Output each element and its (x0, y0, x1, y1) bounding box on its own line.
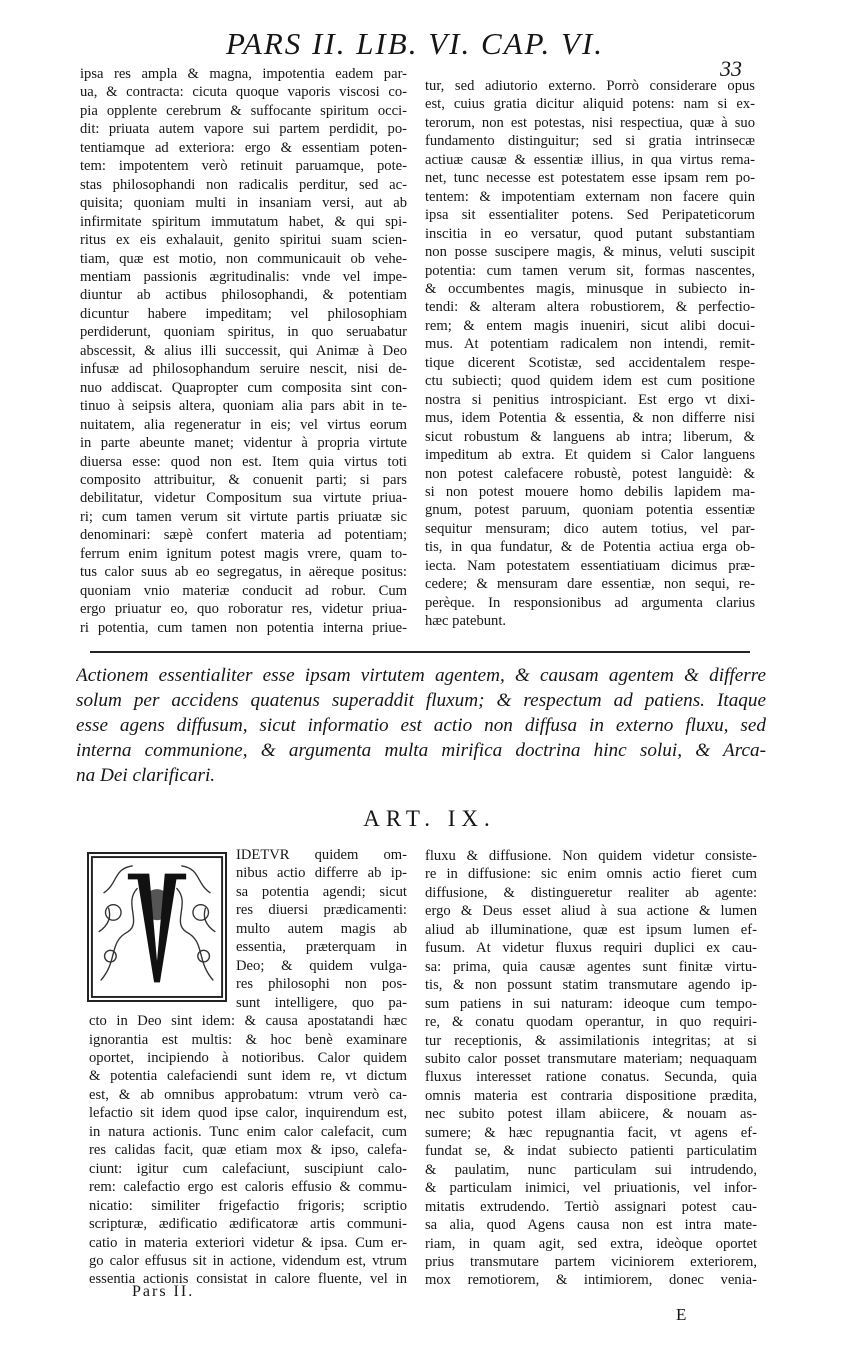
text-line: diuntur ab actibus philosophandi, & potentiam (80, 287, 407, 304)
text-line: subito calor posset transmutare materiam; nequaquam (425, 1050, 757, 1067)
text-line: diuersa esse: quod non est. Item quia virtus toti (80, 453, 407, 470)
text-line: infusæ ad philosophandum seruire nescit, nisi de- (80, 361, 407, 378)
text-line: tem: impotentem verò retinuit paruamque, pote- (80, 158, 407, 175)
text-line: ritus ex eis exhalauit, genito spiritui suam scien- (80, 232, 407, 249)
text-line: perdiderunt, quoniam spiritus, in quo seruabatur (80, 324, 407, 341)
text-line: Actionem essentialiter esse ipsam virtutem agentem, & causam agentem & differre (76, 665, 766, 686)
section-divider-rule (90, 651, 750, 653)
text-line: in natura actionis. Tunc enim calor calefacit, cum (89, 1123, 407, 1140)
text-line: cedere; & mensuram dare essentiæ, non sequi, re- (425, 576, 755, 593)
text-line: perèque. In responsionibus ad argumenta clarius (425, 594, 755, 611)
text-line: infirmitate spiritum immutatum habet, & qui spi- (80, 213, 407, 230)
text-line: quoniam vnio materiæ conducit ad robur. Cum (80, 582, 407, 599)
text-line: ua, & contracta: cicuta quoque vaporis viscosi co- (80, 84, 407, 101)
text-line: mus. At potentiam radicalem non intendi, remit- (425, 336, 755, 353)
text-line: essentia, præterquam in (236, 939, 407, 956)
text-line: ctu subiecti; quod quidem idem est cum positione (425, 373, 755, 390)
text-line: omnis materia est contraria dispositione prædita, (425, 1087, 757, 1104)
text-line: mentiam passionis ægritudinalis: vnde vel impe- (80, 268, 407, 285)
text-line: fundamento distinguitur; sed si gratia intrinsecæ (425, 133, 755, 150)
text-line: tendi: & alteram altera robustiorem, & perfectio- (425, 299, 755, 316)
text-line: debilitatur, videtur Compositum sua virtute priua- (80, 490, 407, 507)
text-line: res philosophi non pos- (236, 976, 407, 993)
signature-mark: Pars II. (132, 1283, 195, 1300)
article-heading: ART. IX. (363, 806, 496, 831)
text-line: na Dei clarificari. (76, 765, 216, 786)
text-line: go calor effusus sit in actione, videndum est, vtrum (89, 1252, 407, 1269)
text-line: gnum, potest paruum, quoniam potentia essentiæ (425, 502, 755, 519)
page-number: 33 (720, 56, 742, 81)
text-line: tentem: & impotentiam externam non facere quin (425, 188, 755, 205)
text-line: tentiamque ad exteriora: ergo & essentiam poten- (80, 139, 407, 156)
text-line: solum per accidens quatenus superaddit fluxum; & respectum ad patiens. Itaque (76, 690, 766, 711)
gathering-signature: E (676, 1305, 687, 1324)
text-line: si non potest mouere homo debilis lapidem ma- (425, 483, 755, 500)
text-line: ipsa res ampla & magna, impotentia eadem par- (80, 66, 407, 82)
text-line: quisita; quoniam multi in insaniam versi, aut ab (80, 195, 407, 212)
text-line: tur receptionis, & assimilationis integritas; at si (425, 1032, 757, 1049)
text-line: hæc patebunt. (425, 613, 507, 630)
text-line: esse agens diffusum, sicut informatio est actio non diffusa in externo fluxu, sed (76, 715, 766, 736)
text-line: riam, in quam agit, sed extra, ideòque oportet (425, 1235, 757, 1252)
text-line: & particulam inimici, vel priuationis, vel infor- (425, 1180, 757, 1197)
text-line: non posse suscipere magis, & minus, veluti suscipit (425, 244, 755, 261)
text-line: abscessit, & alius illi successit, qui Animæ à Deo (80, 342, 407, 359)
text-line: nicatio: similiter frigefactio frigoris; scriptio (89, 1197, 407, 1214)
text-line: dit: priuata autem vapore sui partem perdidit, po- (80, 121, 407, 138)
text-line: rem; & entem magis inueniri, sicut alibi docui- (425, 317, 755, 334)
text-line: ipsa sit essentialiter potens. Sed Peripateticorum (425, 207, 755, 224)
text-line: ignorantia est multis: & hoc benè examinare (89, 1031, 407, 1048)
text-line: tique dicerent Scotistæ, sed accidentalem respe- (425, 354, 755, 371)
text-line: prius transmutare partem viciniorem exteriorem, (425, 1253, 757, 1270)
text-line: res calidas facit, quæ etiam mox & ipso, calefa- (89, 1142, 407, 1159)
text-line: nuo addiscat. Quapropter cum composita sint con- (80, 379, 407, 396)
text-line: sa: prima, quia causæ agentes sunt finitæ virtu- (425, 958, 757, 975)
text-line: res diuersi prædicamenti: (236, 902, 407, 919)
text-line: impeditum ab extra. Et quidem si Calor languens (425, 447, 755, 464)
text-line: rem: calefactio ergo est caloris effusio & commu- (89, 1179, 407, 1196)
article-summary (76, 663, 766, 788)
text-line: est, & ab omnibus approbatum: vtrum verò ca- (89, 1086, 407, 1103)
text-line: iecta. Nam potestatem essentiatiuam dicimus præ- (425, 557, 755, 574)
text-line: ergo & Deus esset aliud à sua actione & lumen (425, 903, 757, 920)
text-line: nostra si penitius introspiciant. Est ergo vt dixi- (425, 391, 755, 408)
text-line: catio in materia exteriori videtur & ipsa. Cum er- (89, 1234, 407, 1251)
text-line: tur, sed adiutorio externo. Porrò considerare opus (425, 78, 755, 94)
text-line: nec subito potest illam abiicere, & nouam as- (425, 1106, 757, 1123)
indented-opening-lines (89, 846, 407, 1012)
text-line: ri potentia, cum tamen non potentia interna priue- (80, 619, 407, 636)
text-line: sum patiens in sui naturam: ideoque cum tempo- (425, 995, 757, 1012)
text-line: scripturæ, ædificatio ædificatoræ artis communi- (89, 1216, 407, 1233)
bottom-right-column (425, 847, 757, 1290)
text-line: fluxus interesset ratione conatus. Secunda, quia (425, 1069, 757, 1086)
text-line: interna communione, & argumenta multa mirifica doctrina hinc solui, & Arca- (76, 740, 766, 761)
text-line: potentia: cum tamen verum sit, formas nascentes, (425, 262, 755, 279)
text-line: ferrum enim ignitum potest magis vrere, quam to- (80, 545, 407, 562)
text-line: sa alia, quod Agens causa non est intra mate- (425, 1217, 757, 1234)
text-line: stas philosophandi non radicalis perditur, sed ac- (80, 176, 407, 193)
text-line: diffusione, & distingueretur realiter ab agente: (425, 884, 757, 901)
text-line: mus, idem Potentia & essentia, & non differre nisi (425, 410, 755, 427)
text-line: non potest calefacere robustè, potest languidè: & (425, 465, 755, 482)
text-line: composito attribuitur, & conuenit parti; si pars (80, 471, 407, 488)
text-line: lefactio sit idem quod ipse calor, inquirendum est, (89, 1105, 407, 1122)
text-line: in parte abeunte manet; videntur à propria virtute (80, 435, 407, 452)
text-line: tiam, quæ est motio, non communicauit ob vehe- (80, 250, 407, 267)
text-line: fluxu & diffusione. Non quidem videtur consiste- (425, 848, 757, 864)
text-line: net, tunc necesse est potestatem esse ipsam rem po- (425, 170, 755, 187)
text-line: IDETVR quidem om- (236, 847, 407, 863)
text-line: & paulatim, nunc particulam sui intrudendo, (425, 1161, 757, 1178)
text-line: fundat se, & indat subiecto patienti particulatim (425, 1143, 757, 1160)
text-line: pia opplente cerebrum & suffocante spiritum occi- (80, 102, 407, 119)
text-line: & potentia calefaciendi sunt idem re, vt dictum (89, 1068, 407, 1085)
text-line: sequitur mensuram; dico autem totius, vel par- (425, 520, 755, 537)
text-line: tis, & non possunt statim transmutare agendo ip- (425, 977, 757, 994)
text-line: sunt intelligere, quo pa- (236, 994, 407, 1011)
text-line: cto in Deo sint idem: & causa apostatandi hæc (89, 1013, 407, 1030)
text-line: mitatis extrudendo. Tertiò assignari potest cau- (425, 1198, 757, 1215)
text-line: sicut robustum & languens ab intra; liberum, & (425, 428, 755, 445)
text-line: tinuo à seipsis altera, quoniam alia pars abit in te- (80, 398, 407, 415)
text-line: tus calor suus ab eo segregatus, in aëreque positus: (80, 564, 407, 581)
text-line: est, cuius gratia dicitur aliquid potens: nam si ex- (425, 96, 755, 113)
text-line: & occumbentes magis, minusque in subiecto in- (425, 280, 755, 297)
text-line: ri; cum tamen verum sit virtute partis priuatæ sic (80, 508, 407, 525)
text-line: ergo priuatur eo, quo roboratur res, videtur priua- (80, 601, 407, 618)
bottom-left-column (89, 846, 407, 1289)
text-line: aliud ab illuminatione, quæ est ipsum lumen ef- (425, 921, 757, 938)
text-line: fusum. At videtur fluxus requiri duplici ex cau- (425, 940, 757, 957)
text-line: Deo; & quidem vulga- (236, 957, 407, 974)
text-line: ciunt: igitur cum calefaciunt, suscipiunt calo- (89, 1160, 407, 1177)
text-line: dicuntur habere impeditam; vel philosophiam (80, 305, 407, 322)
full-width-lines (89, 1012, 407, 1289)
text-line: inscitia in eo versatur, quod putant substantiam (425, 225, 755, 242)
text-line: tis, in qua fundatur, & de Potentia actiua erga ob- (425, 539, 755, 556)
text-line: multo autem magis ab (236, 920, 407, 937)
text-line: actiuæ causæ & essentiæ illius, in qua virtus rema- (425, 151, 755, 168)
text-line: mox remotiorem, & intimiorem, donec venia- (425, 1272, 757, 1289)
top-right-column (425, 77, 755, 631)
top-left-column (80, 65, 407, 637)
text-line: nuitatem, alia regeneratur in eis; vel virtus eorum (80, 416, 407, 433)
text-line: essentia actionis consistat in calore fluente, vel in (89, 1271, 407, 1288)
text-line: re in diffusione: sic enim omnis actio fieret cum (425, 866, 757, 883)
text-line: sa potentia agendi; sicut (236, 883, 407, 900)
text-line: re, & conatu quodam operantur, in quo requiri- (425, 1014, 757, 1031)
text-line: denominari: sæpè confert materia ad potentiam; (80, 527, 407, 544)
text-line: nibus actio differre ab ip- (236, 865, 407, 882)
running-head-title: PARS II. LIB. VI. CAP. VI. (225, 26, 605, 61)
text-line: sumere; & hæc repugnantia facit, vt agens ef- (425, 1124, 757, 1141)
text-line: terorum, non est potestas, nisi respectiua, quæ à suo (425, 114, 755, 131)
text-line: oportet, incipiendo à notioribus. Calor quidem (89, 1049, 407, 1066)
